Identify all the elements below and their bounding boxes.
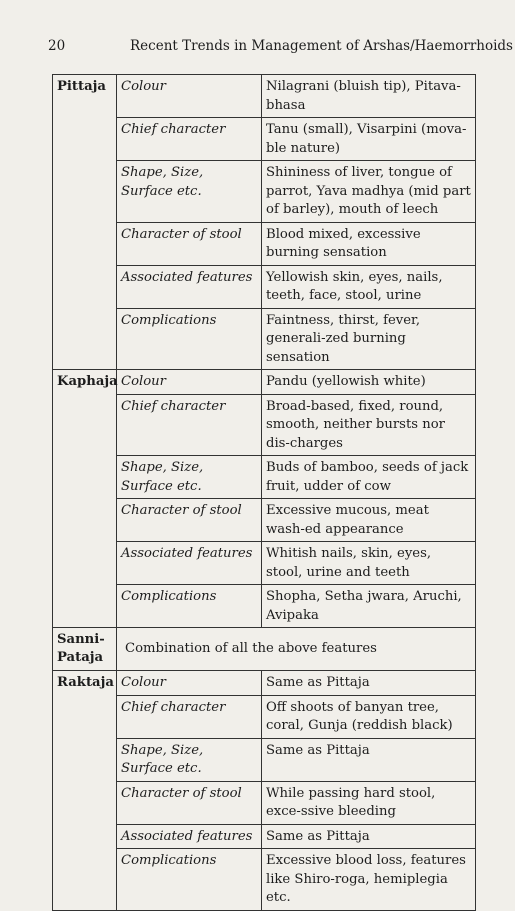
attribute-value: Buds of bamboo, seeds of jack fruit, udder of cow xyxy=(262,456,476,499)
attribute-label: Character of stool xyxy=(117,781,262,824)
table-row xyxy=(53,628,476,671)
attribute-label: Shape, Size, Surface etc. xyxy=(117,738,262,781)
attribute-value: Same as Pittaja xyxy=(262,824,476,849)
attribute-label: Complications xyxy=(117,308,262,370)
table-row xyxy=(53,849,476,911)
attribute-label: Chief character xyxy=(117,118,262,161)
combination-text: Combination of all the above features xyxy=(117,628,476,671)
table-row xyxy=(53,671,476,696)
table-row xyxy=(53,499,476,542)
running-title: Recent Trends in Management of Arshas/Haemorrhoids xyxy=(130,38,513,54)
attribute-value: Faintness, thirst, fever, generali-zed burning sensation xyxy=(262,308,476,370)
attribute-value: Off shoots of banyan tree, coral, Gunja (reddish black) xyxy=(262,695,476,738)
group-name-sannipataja xyxy=(53,628,117,671)
attribute-label: Colour xyxy=(117,75,262,118)
table-row xyxy=(53,75,476,118)
attribute-label: Associated features xyxy=(117,265,262,308)
attribute-value: Same as Pittaja xyxy=(262,738,476,781)
attribute-value: Shininess of liver, tongue of parrot, Yava madhya (mid part of barley), mouth of leech xyxy=(262,161,476,223)
attribute-value: Whitish nails, skin, eyes, stool, urine and teeth xyxy=(262,542,476,585)
attribute-label: Chief character xyxy=(117,695,262,738)
page-number: 20 xyxy=(48,38,66,54)
attribute-label: Chief character xyxy=(117,394,262,456)
table-row xyxy=(53,308,476,370)
attribute-value: Pandu (yellowish white) xyxy=(262,370,476,395)
table-row xyxy=(53,542,476,585)
group-name-line: Sanni- xyxy=(57,632,105,647)
table-row xyxy=(53,370,476,395)
attribute-value: While passing hard stool, exce-ssive bleeding xyxy=(262,781,476,824)
attribute-value: Broad-based, fixed, round, smooth, neither bursts nor dis-charges xyxy=(262,394,476,456)
table-row xyxy=(53,456,476,499)
table-row xyxy=(53,695,476,738)
table-row xyxy=(53,824,476,849)
attribute-label: Complications xyxy=(117,585,262,628)
table-row xyxy=(53,222,476,265)
table-row xyxy=(53,738,476,781)
attribute-label: Shape, Size, Surface etc. xyxy=(117,456,262,499)
table-row xyxy=(53,394,476,456)
attribute-value: Excessive blood loss, features like Shiro-roga, hemiplegia etc. xyxy=(262,849,476,911)
attribute-label: Shape, Size, Surface etc. xyxy=(117,161,262,223)
table-row xyxy=(53,265,476,308)
attribute-value: Yellowish skin, eyes, nails, teeth, face, stool, urine xyxy=(262,265,476,308)
table-row xyxy=(53,585,476,628)
arshas-types-table xyxy=(52,74,476,911)
attribute-value: Same as Pittaja xyxy=(262,671,476,696)
attribute-label: Character of stool xyxy=(117,499,262,542)
table-row xyxy=(53,118,476,161)
attribute-value: Excessive mucous, meat wash-ed appearance xyxy=(262,499,476,542)
group-name-kaphaja: Kaphaja xyxy=(53,370,117,395)
attribute-value: Blood mixed, excessive burning sensation xyxy=(262,222,476,265)
group-name-line: Pataja xyxy=(57,650,104,665)
attribute-value: Nilagrani (bluish tip), Pitava-bhasa xyxy=(262,75,476,118)
group-name-raktaja: Raktaja xyxy=(53,671,117,696)
attribute-value: Tanu (small), Visarpini (mova-ble nature) xyxy=(262,118,476,161)
table-row xyxy=(53,781,476,824)
table-row xyxy=(53,161,476,223)
attribute-label: Colour xyxy=(117,671,262,696)
group-name-pittaja: Pittaja xyxy=(53,75,117,118)
attribute-label: Colour xyxy=(117,370,262,395)
attribute-label: Associated features xyxy=(117,542,262,585)
attribute-value: Shopha, Setha jwara, Aruchi, Avipaka xyxy=(262,585,476,628)
attribute-label: Complications xyxy=(117,849,262,911)
attribute-label: Character of stool xyxy=(117,222,262,265)
attribute-label: Associated features xyxy=(117,824,262,849)
